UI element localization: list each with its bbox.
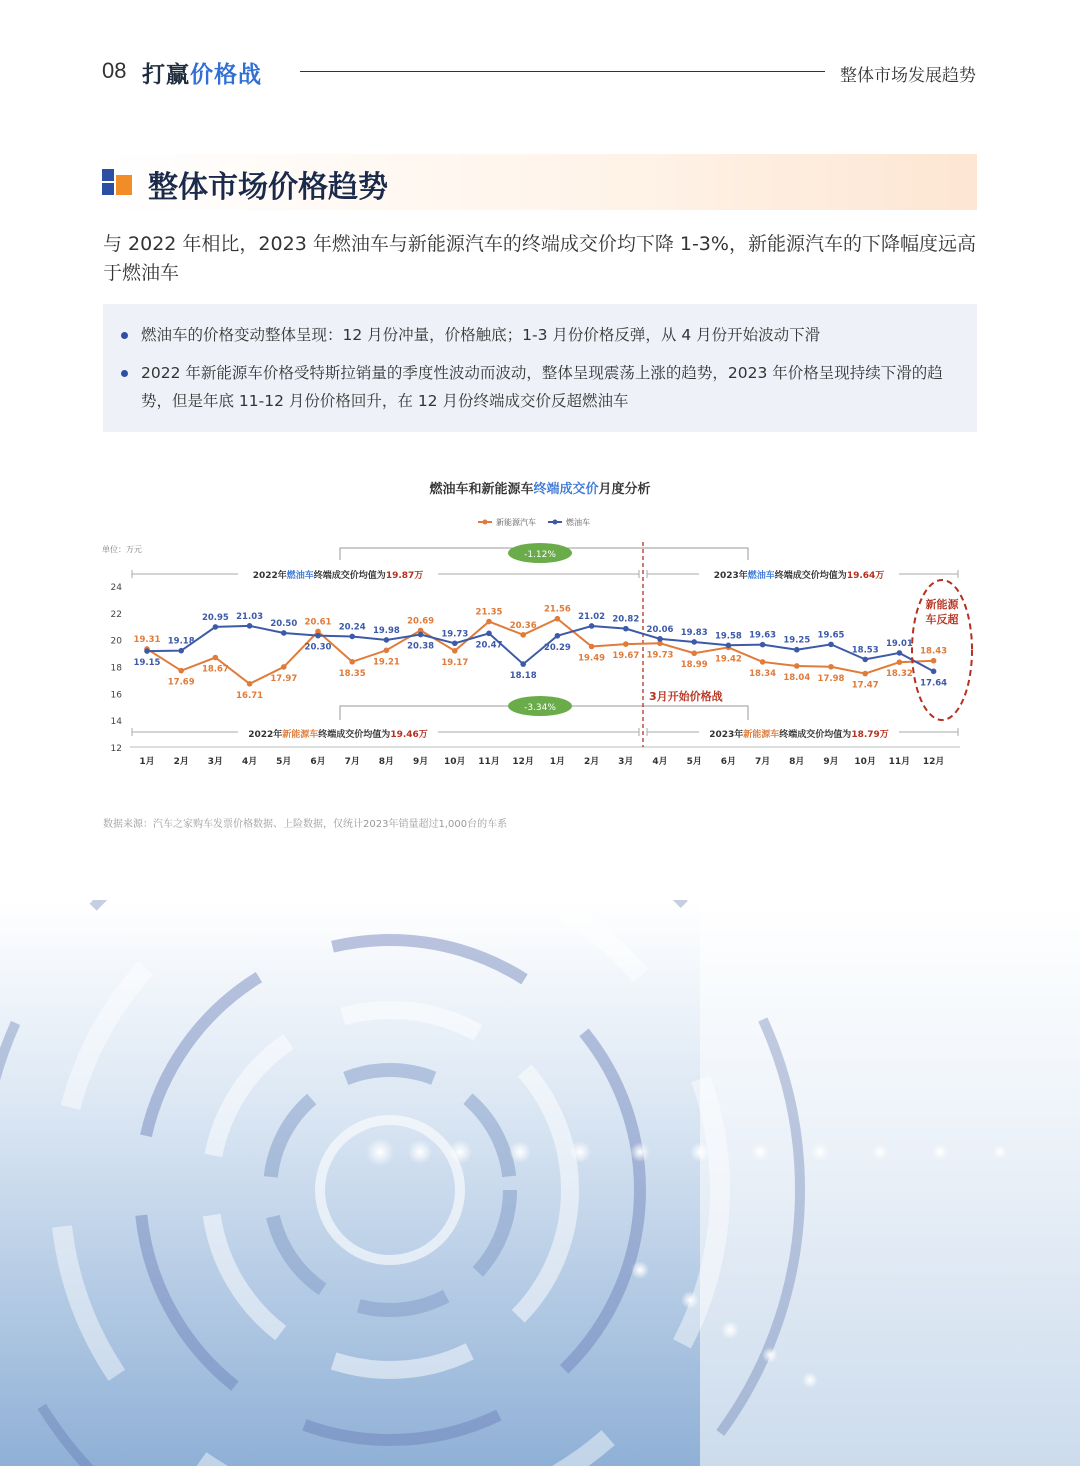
x-tick-label: 1月 [549,757,566,767]
nev-data-point [623,641,629,647]
fuel-data-point [247,623,253,629]
nev-data-label: 19.31 [133,634,161,645]
fuel-data-point [623,626,629,632]
nev-data-point [862,671,868,677]
chart-title [428,481,650,497]
legend-swatch-dot [553,520,558,525]
nev-data-point [486,619,492,625]
bullet-box [103,304,977,432]
legend-label: 燃油车 [566,518,590,527]
nev-data-point [178,668,184,674]
legend-swatch-dot [483,520,488,525]
nev-data-label: 17.97 [270,673,298,684]
fuel-data-label: 20.47 [475,640,503,651]
nev-data-label: 20.61 [304,617,332,628]
fuel-change-value: -1.12% [524,550,556,560]
x-tick-label: 12月 [512,757,534,767]
fuel-data-point [726,643,732,649]
x-tick-label: 12月 [922,757,945,767]
section-name: 整体市场发展趋势 [840,66,976,86]
chart-title-highlight: 终端成交价 [533,482,599,497]
nev-2022-average: 2022年新能源车终端成交价均值为19.46万 [248,730,428,740]
nev-data-label: 18.34 [749,668,777,679]
nev-data-label: 21.56 [543,604,571,615]
fuel-data-point [144,648,150,654]
nev-data-point [897,659,903,665]
fuel-series-line [147,626,934,671]
fuel-data-label: 20.95 [201,612,229,623]
chart-title-prefix: 燃油车和新能源车 [429,482,534,497]
nev-data-label: 20.36 [509,620,537,631]
fuel-data-point [281,630,287,636]
x-tick-label: 6月 [310,757,326,767]
fuel-2022-average: 2022年燃油车终端成交价均值为19.87万 [252,571,424,581]
fuel-data-label: 19.25 [783,635,811,646]
x-tick-label: 7月 [344,757,360,767]
fuel-data-label: 20.30 [304,642,332,653]
x-tick-label: 8月 [789,757,805,767]
y-tick-label: 12 [110,744,122,754]
nev-data-point [349,659,355,665]
x-tick-label: 9月 [823,757,839,767]
nev-data-label: 16.71 [236,690,264,701]
chart-title-suffix: 月度分析 [598,482,651,497]
fuel-data-label: 20.50 [270,618,298,629]
nev-data-point [520,632,526,638]
page-number: 08 [102,58,127,83]
reversal-label-line1: 新能源 [925,598,959,611]
fuel-data-point [178,648,184,654]
fuel-data-point [828,642,834,648]
header-rule [300,71,825,72]
y-tick-label: 24 [110,583,122,593]
fuel-data-label: 20.24 [338,622,366,633]
x-tick-label: 10月 [444,757,466,767]
nev-data-label: 18.35 [338,668,366,679]
x-tick-label: 7月 [754,757,771,767]
fuel-data-point [452,640,458,646]
x-tick-label: 8月 [378,757,395,767]
nev-data-point [760,659,766,665]
nev-data-label: 19.21 [372,657,400,668]
fuel-data-point [862,657,868,663]
price-war-label: 3月开始价格战 [649,690,723,703]
y-tick-label: 22 [110,609,122,620]
fuel-data-label: 19.83 [680,627,708,638]
y-tick-label: 20 [110,636,122,647]
nev-data-label: 18.99 [680,660,708,671]
section-title: 整体市场价格趋势 [148,170,388,205]
x-tick-label: 11月 [888,757,911,767]
nev-data-label: 17.98 [817,673,845,684]
fuel-data-point [657,636,663,642]
nev-data-point [384,647,390,653]
fuel-data-label: 18.53 [851,645,879,656]
fuel-data-label: 18.18 [509,671,537,682]
nev-data-point [828,664,834,670]
nev-data-label: 19.67 [612,651,640,662]
reversal-label-line2: 车反超 [925,613,959,626]
nev-data-point [213,655,219,661]
fuel-data-point [213,624,219,630]
brand-title [142,56,262,89]
fuel-2023-average: 2023年燃油车终端成交价均值为19.64万 [713,571,885,581]
intro-paragraph: 与 2022 年相比，2023 年燃油车与新能源汽车的终端成交价均下降 1-3%，新能源汽车的下降幅度远高于燃油车 [103,233,976,284]
fuel-data-label: 19.58 [714,631,742,642]
fuel-data-point [760,642,766,648]
fuel-data-label: 20.06 [646,624,674,635]
nev-data-point [691,650,697,656]
fuel-data-label: 21.02 [578,611,606,622]
x-tick-label: 5月 [686,757,702,767]
x-tick-label: 2月 [173,757,189,767]
x-tick-label: 5月 [276,757,292,767]
nev-data-label: 18.43 [920,646,948,657]
nev-2023-average: 2023年新能源车终端成交价均值为18.79万 [709,730,889,740]
nev-data-point [247,681,253,687]
nev-data-label: 17.69 [167,677,195,688]
fuel-data-label: 19.18 [167,636,195,647]
source-note: 数据来源：汽车之家购车发票价格数据、上险数据，仅统计2023年销量超过1,000台的车系 [103,819,508,830]
fuel-data-point [589,623,595,629]
fuel-data-point [897,650,903,656]
fuel-data-point [794,647,800,653]
fuel-data-label: 19.65 [817,630,845,641]
nev-data-label: 20.69 [407,616,435,627]
nev-data-point [589,644,595,650]
brand-accent: 价格战 [190,62,262,88]
nev-data-label: 17.47 [851,680,879,691]
x-tick-label: 6月 [720,757,737,767]
fuel-data-label: 19.98 [372,625,400,636]
nev-data-point [931,658,937,664]
fuel-data-label: 17.64 [920,678,948,689]
fuel-data-point [349,634,355,640]
x-tick-label: 3月 [207,757,224,767]
legend-label: 新能源汽车 [496,518,536,527]
y-tick-label: 18 [110,663,122,674]
fuel-data-label: 21.03 [236,611,264,622]
y-tick-label: 14 [110,717,122,728]
decorative-background [0,900,1080,1466]
nev-data-label: 19.42 [714,654,742,665]
fuel-data-label: 19.63 [749,630,777,641]
bullet-item: 2022 年新能源车价格受特斯拉销量的季度性波动而波动，整体呈现震荡上涨的趋势，2023 年价格呈现持续下滑的趋势，但是年底 11-12 月份价格回升，在 12 月份终端成交价反超燃油车 [141,359,963,415]
nev-data-label: 19.49 [578,653,606,664]
nev-data-point [281,664,287,670]
x-tick-label: 11月 [478,757,500,767]
fuel-data-label: 19.01 [885,638,913,649]
fuel-data-label: 19.15 [133,658,161,669]
fuel-data-point [931,669,937,675]
fuel-data-label: 19.73 [441,629,469,640]
fuel-data-label: 20.82 [612,614,640,625]
fuel-data-point [691,639,697,645]
nev-data-label: 18.04 [783,672,811,683]
fuel-data-point [555,633,561,639]
fuel-data-point [315,633,321,639]
price-chart [100,470,980,780]
fuel-data-point [486,631,492,637]
nev-data-label: 21.35 [475,607,503,618]
x-tick-label: 4月 [652,757,668,767]
x-tick-label: 9月 [412,757,429,767]
bullet-item: 燃油车的价格变动整体呈现：12 月份冲量，价格触底；1-3 月份价格反弹，从 4 月份开始波动下滑 [141,321,963,349]
section-logo-icon [102,169,132,197]
x-tick-label: 4月 [241,757,258,767]
fuel-data-point [418,632,424,638]
fuel-data-label: 20.29 [543,642,571,653]
nev-data-label: 18.32 [885,669,913,680]
nev-data-label: 19.17 [441,657,469,668]
unit-label: 单位：万元 [102,545,142,554]
nev-data-point [555,616,561,622]
x-tick-label: 3月 [618,757,634,767]
nev-data-point [452,648,458,654]
fuel-data-label: 20.38 [407,641,435,652]
x-tick-label: 10月 [854,757,876,767]
x-tick-label: 2月 [583,757,600,767]
x-tick-label: 1月 [139,757,155,767]
nev-change-value: -3.34% [524,703,556,713]
fuel-data-point [384,637,390,643]
fuel-data-point [520,661,526,667]
nev-data-point [794,663,800,669]
brand-prefix: 打赢 [142,62,190,88]
chart-svg [100,470,980,780]
nev-data-label: 19.73 [646,650,674,661]
y-tick-label: 16 [110,690,122,701]
nev-data-label: 18.67 [201,664,229,675]
